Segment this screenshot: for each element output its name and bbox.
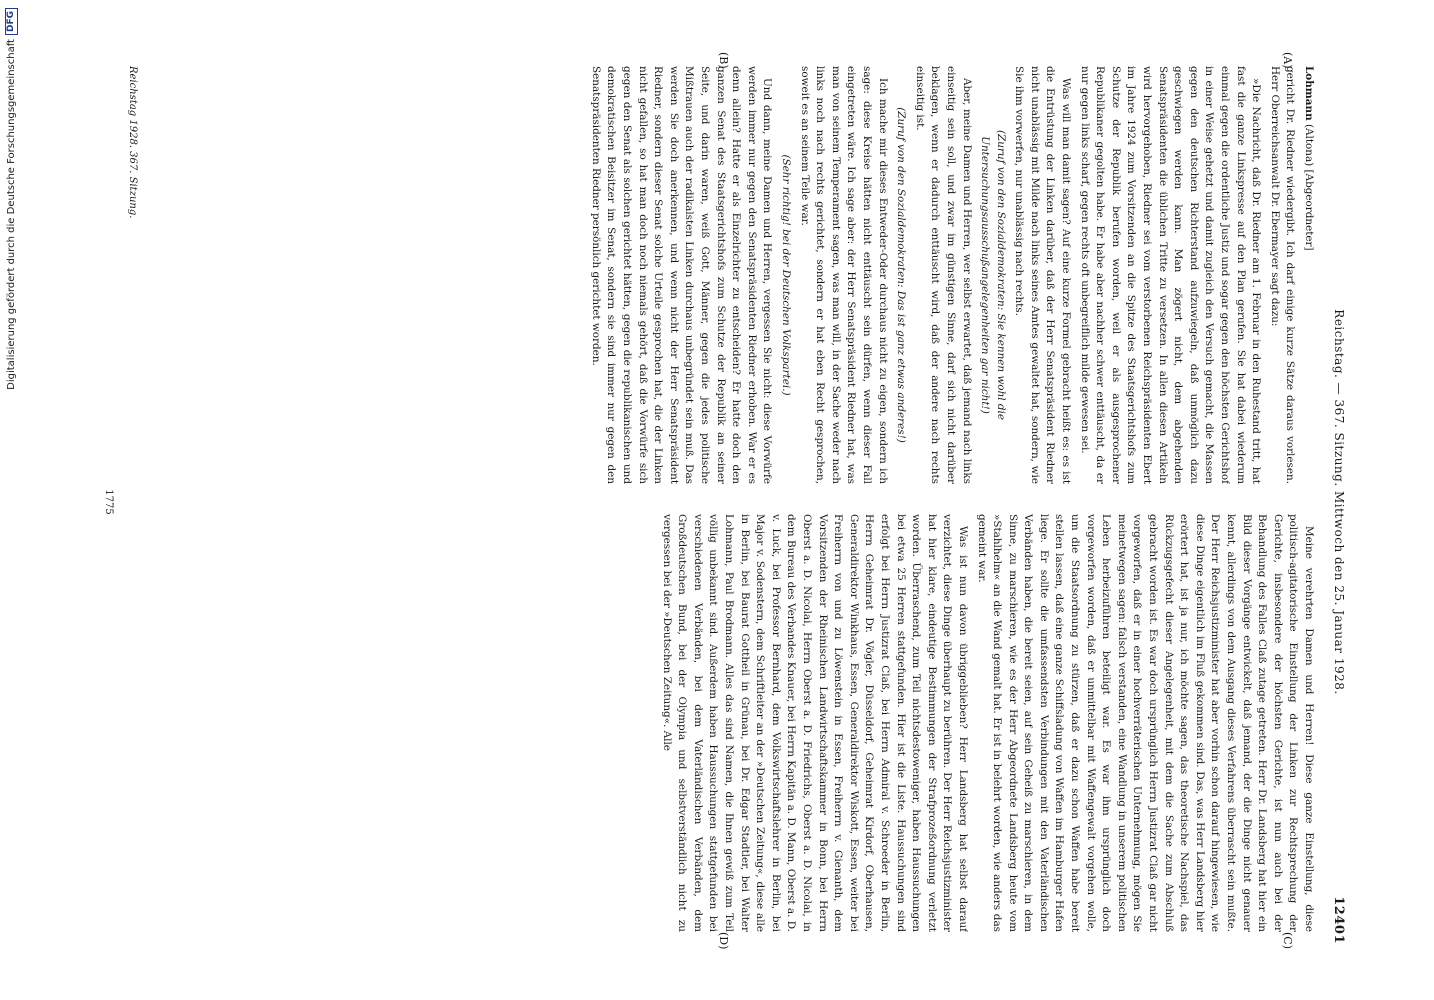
speaker-name: Lohmann	[1303, 66, 1315, 121]
margin-mark-b: (B)	[717, 52, 730, 69]
paragraph: Meine verehrten Damen und Herren! Diese ganze Einstellung, diese politisch-agitatorische Einstellung der Linken zur Rechtsprechung der Gerichte, insbesondere der höchsten Gerichte, ist nun auch bei der Behandlung des Falles Claß zutage getreten. Herr Dr. Landsberg hat hier ein Bild dieser Vorgänge entwickelt, daß jemand, der die Dinge nicht genauer kennt, allerdings von dem Ausgang dieses Verfahrens überrascht sein mußte. Der Herr Reichsjustizminister hat aber vorhin schon darauf hingewiesen, wie diese Dinge eigentlich im Fluß gekommen sind. Das, was Herr Landsberg hier erörtert hat, ist ja nur, ich möchte sagen, das theoretische Nachspiel, das Rückzugsgefecht dieser Angelegenheit, mit dem die Sache zum Abschluß gebracht worden ist. Es war doch ursprünglich Herrn Justizrat Claß gar nicht vorgeworfen, daß er in einer hochverräterischen Unternehmung, mögen Sie meinetwegen sagen: falsch verstanden, eine Wandlung in unserem politischen Leben herbeizuführen beteiligt war. Es war ihm ursprünglich doch vorgeworfen worden, daß er unmittelbar mit Waffengewalt vorgehen wolle, um die Staatsordnung zu stürzen, daß er dazu schon Waffen habe bereit stellen lassen, daß eine ganze Schiffsladung von Waffen im Hamburger Hafen liege. Er sollte die umfassendsten Verbindungen mit den Vaterländischen Verbänden haben, die bereit seien, auf sein Geheiß zu marschieren, in dem Sinne, zu marschieren, wie es der Herr Abgeordnete Landsberg heute vom »Stahlhelm« an die Wand gemalt hat. Er ist in belehrt worden, wie anders das gemeint war.	[975, 514, 1315, 932]
digitization-note	[0, 0, 22, 1000]
footer-folio: 1775	[103, 489, 114, 515]
interjection: (Zuruf von den Sozialdemokraten: Das ist ganz etwas anderes!)	[895, 107, 908, 443]
funding-note-text: Digitalisierung gefördert durch die Deutsche Forschungsgemeinschaft	[5, 39, 17, 390]
running-header	[1326, 52, 1350, 952]
quotation-paragraph: »Die Nachricht, daß Dr. Riedner am 1. Februar in den Ruhestand tritt, hat fast die ganze Linkspresse auf den Plan gerufen. Sie hat dabei wiederum einmal gegen die ordentliche Justiz und sogar gegen den höchsten Gerichtshof in einer Weise gehetzt und damit zugleich den Versuch gemacht, die Massen gegen den deutschen Richterstand aufzuwiegeln, daß unmöglich dazu geschwiegen werden kann. Man zögert nicht, dem abgehenden Senatspräsidenten die üblichen Tritte zu versetzen. In allen diesen Artikeln wird hervorgehoben, Riedner sei vom verstorbenen Reichspräsidenten Ebert im Jahre 1924 zum Vorsitzenden an die Spitze des Staatsgerichtshofs zum Schutze der Republik berufen worden, weil er als ausgesprochener Republikaner gegolten habe. Er habe aber nachher schwer enttäuscht, da er nur gegen links scharf, gegen rechts oft unbegreiflich milde gewesen sei.	[1078, 66, 1263, 484]
paragraph: Was will man damit sagen? Auf eine kurze Formel gebracht heißt es: es ist die Entrüstung der Linken darüber, daß der Herr Senatspräsident Riedner nicht unablässig mit Milde nach links seines Amtes gewaltet hat, sondern, wie Sie ihm vorwerfen, nur unablässig nach rechts.	[1013, 66, 1073, 484]
page-number: 12401	[1331, 896, 1346, 944]
paragraph: Und dann, meine Damen und Herren, vergessen Sie nicht: diese Vorwürfe werden immer nur gegen den Senatspräsidenten Riedner erhoben. War er es denn allein? Hatte er als Einzelrichter zu entscheiden? Er hatte doch den ganzen Senat des Staatsgerichtshofs zum Schutze der Republik an seiner Seite, und darin waren, weiß Gott, Männer, gegen die jedes politische Mißtrauen auch der radikalsten Linken durchaus unbegründet sein muß. Das werden Sie doch anerkennen, und wenn nicht der Herr Senatspräsident Riedner, sondern dieser Senat solche Urteile gesprochen hat, die der Linken nicht gefallen, so hat man doch noch niemals gehört, daß die Vorwürfe sich gegen den Senat als solchen gerichtet hätten, gegen die republikanischen und demokratischen Beisitzer im Senat, sondern sie sind immer nur gegen den Senatspräsidenten Riedner persönlich gerichtet worden.	[589, 66, 774, 484]
speaker-affiliation: (Altona) [Abgeordneter]	[1303, 123, 1315, 251]
running-title: Reichstag. — 367. Sitzung. Mittwoch den 25. Januar 1928.	[1332, 309, 1346, 695]
paragraph: Was ist nun davon übriggeblieben? Herr Landsberg hat selbst darauf verzichtet, diese Dinge überhaupt zu berühren. Der Herr Reichsjustizminister hat hier klare, eindeutige Bestimmungen der Strafprozeßordnung verletzt worden. Überraschend, zum Teil nichtsdestoweniger, haben Haussuchungen bei etwa 25 Herren stattgefunden. Hier ist die Liste. Haussuchungen sind erfolgt bei Herrn Justizrat Claß, bei Herrn Admiral v. Schroeder in Berlin, Herrn Geheimrat Dr. Vögler, Düsseldorf, Geheimrat Kirdorf, Oberhausen, Generaldirektor Winkhaus, Essen, Generaldirektor Wiskott, Essen, weiter bei Freiherrn von und zu Löwenstein in Essen, Freiherrn v. Gienanth, dem Vorsitzenden der Rheinischen Landwirtschaftskammer in Bonn, bei Herrn Oberst a. D. Nicolai, Herrn Oberst a. D. Friedrichs, Oberst a. D. Nicolai, in dem Bureau des Verbandes Knauer, bei Herrn Kapitän a. D. Mann, Oberst a. D. v. Luck, bei Professor Bernhard, dem Volkswirtschaftslehrer in Berlin, bei Major v. Sodenstern, dem Schriftleiter an der »Deutschen Zeitung«, diese alle in Berlin, bei Baurat Gottheil in Grünau, bei Dr. Edgar Stadtler, bei Walter Lohmann, Paul Brodmann. Alles das sind Namen, die Ihnen gewiß zum Teil völlig unbekannt sind. Außerdem haben Haussuchungen stattgefunden bei verschiedenen Verbänden, bei dem Vaterländischen Verbänden, dem Großdeutschen Bund, bei der Olympia und selbstverständlich nicht zu vergessen bei der »Deutschen Zeitung«. Alle	[660, 514, 969, 932]
paragraph	[1300, 66, 1316, 484]
right-column	[136, 514, 1316, 932]
margin-mark-d: (D)	[717, 932, 730, 950]
document-page	[90, 52, 1350, 952]
margin-mark-c: (C)	[1281, 932, 1294, 949]
paragraph: Ich mache mir dieses Entweder-Oder durchaus nicht zu eigen, sondern ich sage: diese Kreise hätten nicht enttäuscht sein dürfen, wenn dieser Fall eingetreten wäre. Ich sage aber: der Herr Senatspräsident Riedner hat, was man von seinem Temperament sagen, was man will, in der Sache weder nach links noch nach rechts gerichtet, sondern er hat eben Recht gesprochen, soweit es an seinem Teile war.	[798, 66, 889, 484]
interjection: (Zuruf von den Sozialdemokraten: Sie kennen wohl die Untersuchungsausschußangelegenheiten gar nicht!)	[979, 129, 1007, 421]
paragraph: gericht Dr. Riedner wiedergibt. Ich darf einige kurze Sätze daraus vorlesen. Herr Oberreichsanwalt Dr. Ebermayer sagt dazu:	[1268, 66, 1297, 484]
margin-mark-a: (A)	[1281, 52, 1294, 69]
paragraph: Aber, meine Damen und Herren, wer selbst erwartet, daß jemand nach links einseitig sein soll, und zwar im günstigen Sinne, darf sich nicht darüber beklagen, wenn er dadurch enttäuscht wird, daß der andere nach rechts einseitig ist.	[913, 66, 973, 484]
dfg-logo-icon: DFG	[5, 8, 18, 35]
left-column	[136, 66, 1316, 484]
footer-session: Reichstag 1928. 367. Sitzung.	[127, 66, 138, 219]
interjection: (Sehr richtig! bei der Deutschen Volkspartei.)	[780, 154, 792, 396]
